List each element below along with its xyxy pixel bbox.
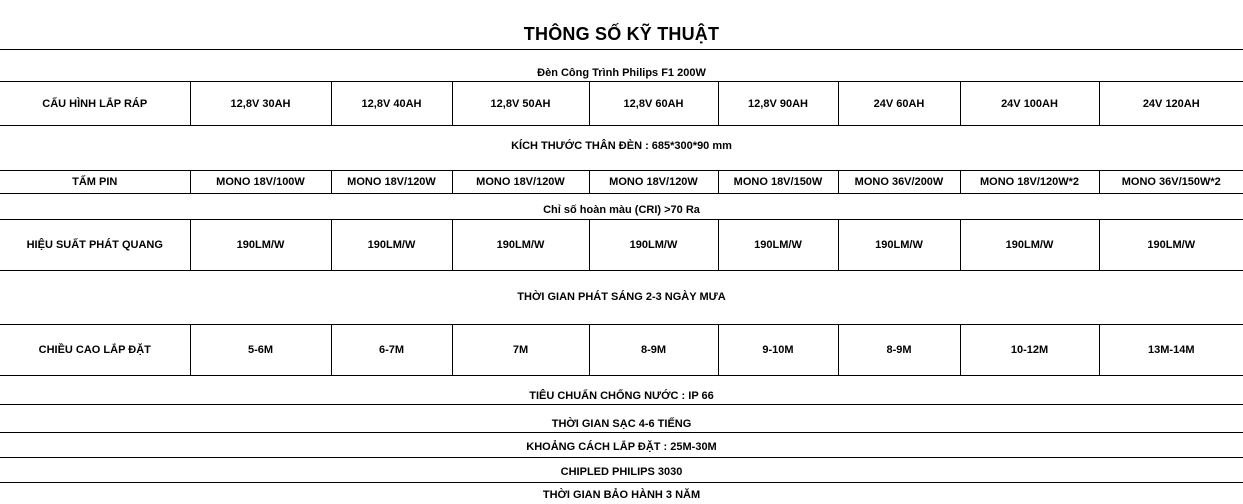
config-cell: 12,8V 30AH xyxy=(190,82,331,126)
panel-cell: MONO 18V/120W xyxy=(331,171,452,194)
panel-cell: MONO 36V/150W*2 xyxy=(1099,171,1243,194)
efficiency-cell: 190LM/W xyxy=(1099,220,1243,271)
charging-time: THỜI GIAN SẠC 4-6 TIẾNG xyxy=(551,418,692,430)
cri-value: Chỉ số hoàn màu (CRI) >70 Ra xyxy=(543,204,700,216)
install-distance: KHOẢNG CÁCH LẮP ĐẶT : 25M-30M xyxy=(526,441,717,453)
config-cell: 12,8V 60AH xyxy=(589,82,718,126)
panel-cell: MONO 18V/100W xyxy=(190,171,331,194)
install-height-row xyxy=(0,324,1243,376)
height-cell: 8-9M xyxy=(589,325,718,376)
row-label: CHIỀU CAO LẮP ĐẶT xyxy=(0,325,190,376)
height-cell: 5-6M xyxy=(190,325,331,376)
body-size: KÍCH THƯỚC THÂN ĐÈN : 685*300*90 mm xyxy=(511,140,732,152)
efficiency-cell: 190LM/W xyxy=(452,220,589,271)
row-label: CẤU HÌNH LẮP RÁP xyxy=(0,82,190,126)
height-cell: 7M xyxy=(452,325,589,376)
divider xyxy=(0,49,1243,50)
config-cell: 24V 120AH xyxy=(1099,82,1243,126)
divider xyxy=(0,457,1243,458)
page-title: THÔNG SỐ KỸ THUẬT xyxy=(523,24,720,44)
lighting-time: THỜI GIAN PHÁT SÁNG 2-3 NGÀY MƯA xyxy=(517,291,726,303)
divider xyxy=(0,404,1243,405)
chip-type: CHIPLED PHILIPS 3030 xyxy=(560,466,683,478)
efficiency-cell: 190LM/W xyxy=(960,220,1099,271)
panel-cell: MONO 36V/200W xyxy=(838,171,960,194)
panel-cell: MONO 18V/120W xyxy=(452,171,589,194)
efficiency-cell: 190LM/W xyxy=(331,220,452,271)
warranty: THỜI GIAN BẢO HÀNH 3 NĂM xyxy=(542,489,701,501)
config-cell: 24V 100AH xyxy=(960,82,1099,126)
panel-cell: MONO 18V/150W xyxy=(718,171,838,194)
config-cell: 24V 60AH xyxy=(838,82,960,126)
height-cell: 8-9M xyxy=(838,325,960,376)
configuration-row xyxy=(0,81,1243,126)
height-cell: 6-7M xyxy=(331,325,452,376)
panel-cell: MONO 18V/120W xyxy=(589,171,718,194)
efficiency-cell: 190LM/W xyxy=(190,220,331,271)
height-cell: 13M-14M xyxy=(1099,325,1243,376)
efficiency-cell: 190LM/W xyxy=(838,220,960,271)
divider xyxy=(0,432,1243,433)
divider xyxy=(0,482,1243,483)
config-cell: 12,8V 50AH xyxy=(452,82,589,126)
panel-cell: MONO 18V/120W*2 xyxy=(960,171,1099,194)
row-label: HIỆU SUẤT PHÁT QUANG xyxy=(0,220,190,271)
efficiency-cell: 190LM/W xyxy=(718,220,838,271)
config-cell: 12,8V 40AH xyxy=(331,82,452,126)
height-cell: 9-10M xyxy=(718,325,838,376)
waterproof-rating: TIÊU CHUẨN CHỐNG NƯỚC : IP 66 xyxy=(529,390,714,402)
row-label: TẤM PIN xyxy=(0,171,190,194)
product-name: Đèn Công Trình Philips F1 200W xyxy=(537,67,706,79)
luminous-efficiency-row xyxy=(0,219,1243,271)
height-cell: 10-12M xyxy=(960,325,1099,376)
config-cell: 12,8V 90AH xyxy=(718,82,838,126)
solar-panel-row xyxy=(0,170,1243,194)
efficiency-cell: 190LM/W xyxy=(589,220,718,271)
